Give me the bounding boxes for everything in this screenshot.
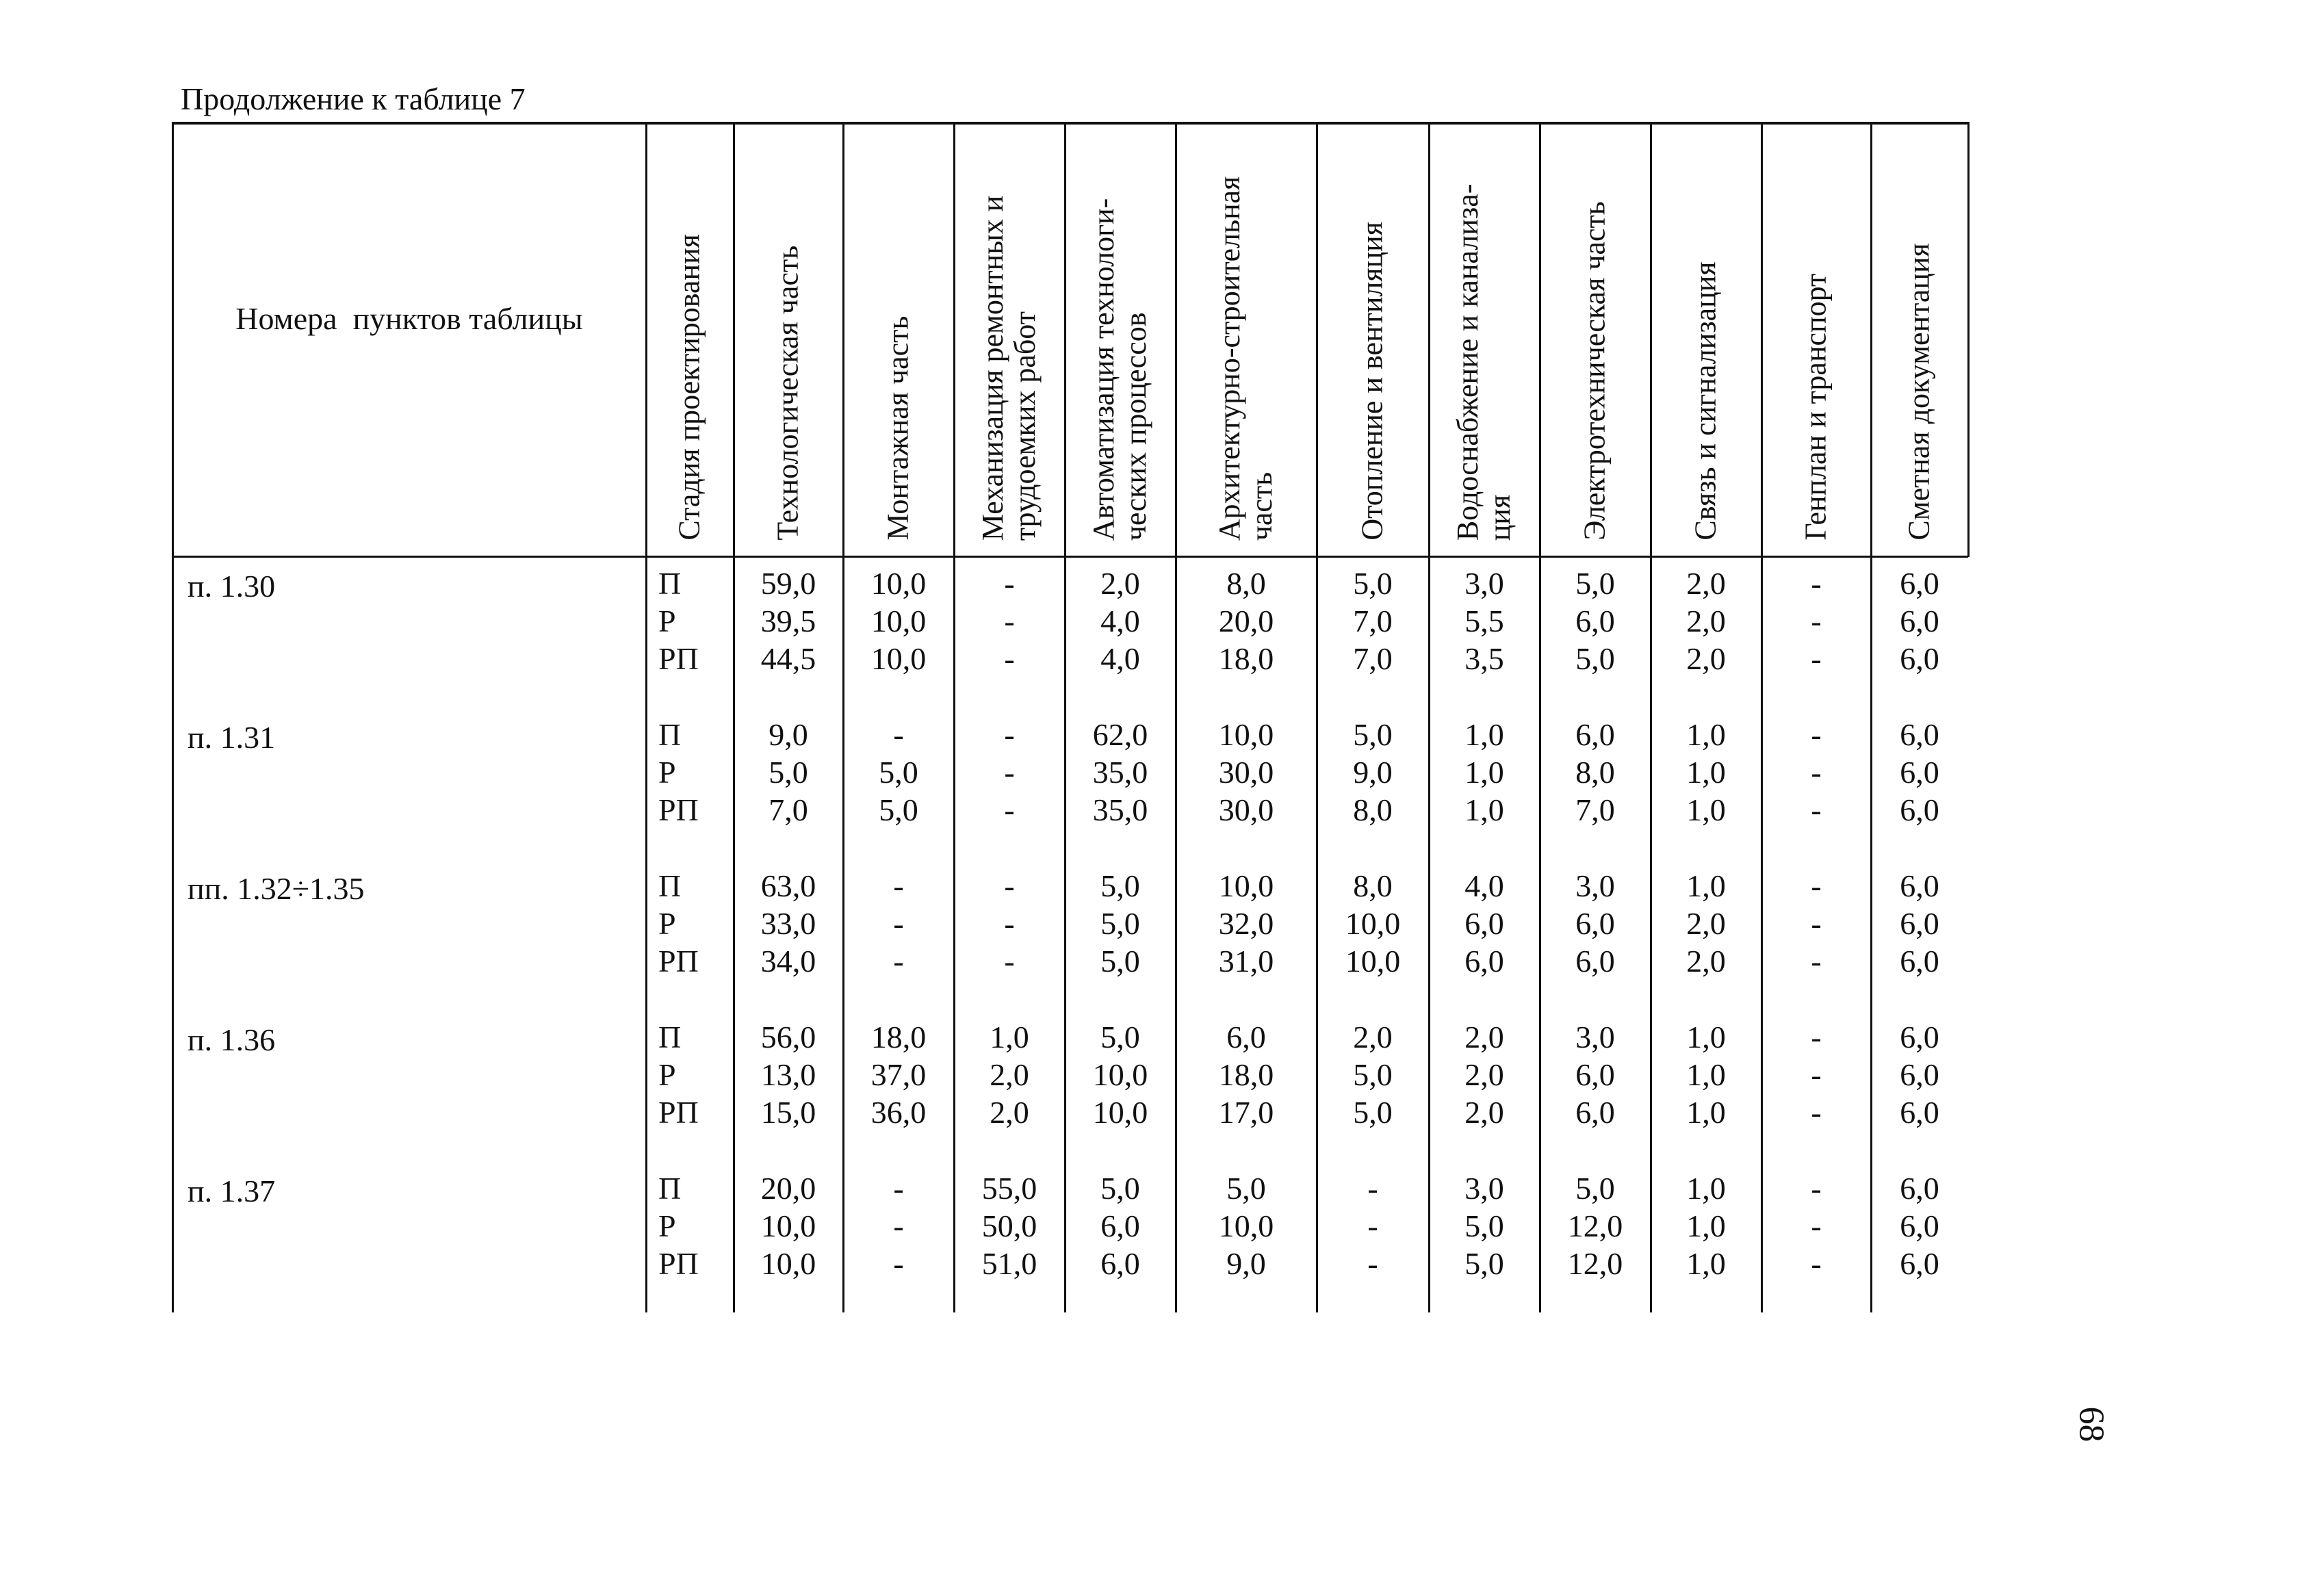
value-cell: 2,0 xyxy=(1100,566,1140,601)
value-cell: - xyxy=(1811,1095,1822,1130)
value-cell: - xyxy=(1004,717,1015,752)
value-cell: 6,0 xyxy=(1575,1057,1615,1092)
column-header-label: Архитектурно-строительная часть xyxy=(1212,176,1278,541)
value-cell: 1,0 xyxy=(1686,1171,1726,1206)
value-cell: 63,0 xyxy=(760,868,816,903)
value-cell: 6,0 xyxy=(1900,566,1939,601)
column-header-label: Отопление и вентиляция xyxy=(1355,222,1389,541)
value-cell: 6,0 xyxy=(1100,1246,1140,1281)
value-cell: 44,5 xyxy=(760,641,816,676)
value-cell: 2,0 xyxy=(1686,906,1726,941)
value-cell: 5,0 xyxy=(1575,641,1615,676)
value-cell: 12,0 xyxy=(1567,1208,1623,1243)
value-cell: - xyxy=(893,868,904,903)
column-divider xyxy=(172,122,174,1312)
value-cell: 10,0 xyxy=(1345,944,1401,979)
value-cell: 1,0 xyxy=(1686,755,1726,790)
value-cell: 8,0 xyxy=(1353,792,1393,827)
value-cell: 31,0 xyxy=(1218,944,1274,979)
column-header xyxy=(1871,122,1968,556)
value-cell: 37,0 xyxy=(870,1057,927,1092)
value-cell: - xyxy=(1811,1057,1822,1092)
value-cell: 33,0 xyxy=(760,906,816,941)
value-cell: 2,0 xyxy=(1464,1095,1504,1130)
header-row-numbers: Номера пунктов таблицы xyxy=(235,300,583,336)
value-cell: 1,0 xyxy=(1464,755,1504,790)
value-cell: 1,0 xyxy=(1686,1020,1726,1054)
value-cell: 7,0 xyxy=(1353,604,1393,638)
column-header xyxy=(1761,122,1871,556)
value-cell: 6,0 xyxy=(1226,1020,1266,1054)
value-cell: 6,0 xyxy=(1900,792,1939,827)
stage-cell: Р xyxy=(658,604,676,638)
column-header-label: Водоснабжение и канализа- ция xyxy=(1450,183,1516,541)
value-cell: - xyxy=(1811,1246,1822,1281)
value-cell: 6,0 xyxy=(1464,944,1504,979)
stage-cell: РП xyxy=(658,641,699,676)
value-cell: 1,0 xyxy=(1686,1208,1726,1243)
value-cell: - xyxy=(1004,755,1015,790)
stage-cell: П xyxy=(658,566,682,601)
row-group-label: п. 1.36 xyxy=(188,1022,276,1057)
value-cell: 10,0 xyxy=(1218,868,1274,903)
value-cell: 8,0 xyxy=(1575,755,1615,790)
value-cell: 6,0 xyxy=(1900,1246,1939,1281)
column-header xyxy=(1429,122,1540,556)
value-cell: 1,0 xyxy=(1464,717,1504,752)
value-cell: 2,0 xyxy=(990,1057,1029,1092)
value-cell: - xyxy=(1004,944,1015,979)
value-cell: 35,0 xyxy=(1092,792,1148,827)
row-group-label: п. 1.31 xyxy=(188,720,276,755)
column-header xyxy=(1540,122,1651,556)
value-cell: 8,0 xyxy=(1353,868,1393,903)
value-cell: - xyxy=(1811,906,1822,941)
value-cell: 10,0 xyxy=(1092,1057,1148,1092)
column-header-label: Механизация ремонтных и трудоемких работ xyxy=(975,195,1042,541)
value-cell: - xyxy=(1811,641,1822,676)
column-header xyxy=(1317,122,1429,556)
value-cell: - xyxy=(1811,944,1822,979)
value-cell: 5,0 xyxy=(1100,868,1140,903)
value-cell: 1,0 xyxy=(1686,792,1726,827)
value-cell: 6,0 xyxy=(1575,1095,1615,1130)
value-cell: 6,0 xyxy=(1900,604,1939,638)
table-caption: Продолжение к таблице 7 xyxy=(181,81,526,116)
value-cell: 18,0 xyxy=(1218,1057,1274,1092)
value-cell: 32,0 xyxy=(1218,906,1274,941)
value-cell: 6,0 xyxy=(1900,944,1939,979)
value-cell: 6,0 xyxy=(1900,641,1939,676)
value-cell: 5,5 xyxy=(1464,604,1504,638)
stage-cell: Р xyxy=(658,1208,676,1243)
page-number: 68 xyxy=(2071,1406,2111,1442)
column-header-label: Сметная документация xyxy=(1902,243,1936,541)
stage-cell: Р xyxy=(658,906,676,941)
value-cell: - xyxy=(893,1171,904,1206)
value-cell: 6,0 xyxy=(1575,604,1615,638)
value-cell: 6,0 xyxy=(1900,1095,1939,1130)
value-cell: 1,0 xyxy=(1464,792,1504,827)
value-cell: 6,0 xyxy=(1900,868,1939,903)
value-cell: 3,0 xyxy=(1464,1171,1504,1206)
value-cell: 5,0 xyxy=(769,755,808,790)
value-cell: 6,0 xyxy=(1575,906,1615,941)
value-cell: 4,0 xyxy=(1464,868,1504,903)
stage-cell: Р xyxy=(658,1057,676,1092)
data-table xyxy=(172,122,1968,1312)
value-cell: - xyxy=(1004,906,1015,941)
value-cell: 7,0 xyxy=(769,792,808,827)
value-cell: - xyxy=(893,1208,904,1243)
value-cell: 1,0 xyxy=(1686,1095,1726,1130)
value-cell: 5,0 xyxy=(1575,566,1615,601)
value-cell: 55,0 xyxy=(981,1171,1037,1206)
stage-cell: Р xyxy=(658,755,676,790)
value-cell: 6,0 xyxy=(1464,906,1504,941)
value-cell: 3,0 xyxy=(1464,566,1504,601)
stage-cell: П xyxy=(658,1020,682,1054)
value-cell: 10,0 xyxy=(1218,1208,1274,1243)
value-cell: - xyxy=(893,944,904,979)
value-cell: 5,0 xyxy=(1353,1095,1393,1130)
value-cell: 5,0 xyxy=(1464,1246,1504,1281)
value-cell: 62,0 xyxy=(1092,717,1148,752)
value-cell: 7,0 xyxy=(1575,792,1615,827)
value-cell: 6,0 xyxy=(1575,944,1615,979)
value-cell: 51,0 xyxy=(981,1246,1037,1281)
value-cell: 3,0 xyxy=(1575,1020,1615,1054)
value-cell: 10,0 xyxy=(1218,717,1274,752)
value-cell: 3,5 xyxy=(1464,641,1504,676)
value-cell: 9,0 xyxy=(1353,755,1393,790)
column-header xyxy=(954,122,1065,556)
column-header-label: Технологическая часть xyxy=(771,246,805,541)
value-cell: 5,0 xyxy=(1353,717,1393,752)
value-cell: 2,0 xyxy=(1686,604,1726,638)
value-cell: 50,0 xyxy=(981,1208,1037,1243)
value-cell: 6,0 xyxy=(1100,1208,1140,1243)
value-cell: - xyxy=(1811,1208,1822,1243)
value-cell: 5,0 xyxy=(1353,566,1393,601)
value-cell: - xyxy=(1004,566,1015,601)
value-cell: - xyxy=(893,906,904,941)
column-header xyxy=(1176,122,1317,556)
value-cell: 6,0 xyxy=(1575,717,1615,752)
value-cell: - xyxy=(893,1246,904,1281)
value-cell: 1,0 xyxy=(1686,717,1726,752)
value-cell: 39,5 xyxy=(760,604,816,638)
value-cell: 8,0 xyxy=(1226,566,1266,601)
row-group-label: п. 1.30 xyxy=(188,569,276,604)
value-cell: 6,0 xyxy=(1900,717,1939,752)
column-header-label: Связь и сигнализация xyxy=(1688,261,1722,541)
value-cell: 6,0 xyxy=(1900,1171,1939,1206)
value-cell: 5,0 xyxy=(1575,1171,1615,1206)
value-cell: 5,0 xyxy=(1100,1020,1140,1054)
value-cell: - xyxy=(1811,1020,1822,1054)
value-cell: 6,0 xyxy=(1900,906,1939,941)
value-cell: 4,0 xyxy=(1100,604,1140,638)
column-header xyxy=(1651,122,1761,556)
value-cell: 10,0 xyxy=(1345,906,1401,941)
value-cell: - xyxy=(1367,1246,1378,1281)
value-cell: 1,0 xyxy=(1686,1246,1726,1281)
stage-cell: РП xyxy=(658,1095,699,1130)
value-cell: - xyxy=(1004,641,1015,676)
value-cell: 9,0 xyxy=(769,717,808,752)
value-cell: - xyxy=(1367,1208,1378,1243)
value-cell: - xyxy=(1811,604,1822,638)
stage-cell: П xyxy=(658,1171,682,1206)
value-cell: 12,0 xyxy=(1567,1246,1623,1281)
column-header-label: Стадия проектирования xyxy=(672,234,706,541)
value-cell: 1,0 xyxy=(990,1020,1029,1054)
value-cell: 10,0 xyxy=(870,641,927,676)
value-cell: 5,0 xyxy=(879,755,918,790)
value-cell: 5,0 xyxy=(879,792,918,827)
column-header xyxy=(843,122,954,556)
value-cell: - xyxy=(1367,1171,1378,1206)
column-header-label: Электротехническая часть xyxy=(1577,201,1612,541)
column-header xyxy=(734,122,843,556)
value-cell: 6,0 xyxy=(1900,1020,1939,1054)
value-cell: 7,0 xyxy=(1353,641,1393,676)
value-cell: - xyxy=(1811,566,1822,601)
value-cell: 2,0 xyxy=(990,1095,1029,1130)
value-cell: 2,0 xyxy=(1464,1057,1504,1092)
value-cell: 2,0 xyxy=(1686,566,1726,601)
value-cell: 5,0 xyxy=(1226,1171,1266,1206)
value-cell: - xyxy=(893,717,904,752)
value-cell: 30,0 xyxy=(1218,755,1274,790)
header-bottom-border xyxy=(172,556,1968,558)
value-cell: 35,0 xyxy=(1092,755,1148,790)
value-cell: 17,0 xyxy=(1218,1095,1274,1130)
value-cell: 10,0 xyxy=(760,1208,816,1243)
value-cell: 30,0 xyxy=(1218,792,1274,827)
value-cell: 1,0 xyxy=(1686,868,1726,903)
value-cell: 10,0 xyxy=(760,1246,816,1281)
value-cell: 5,0 xyxy=(1100,944,1140,979)
stage-cell: РП xyxy=(658,944,699,979)
value-cell: 10,0 xyxy=(870,566,927,601)
value-cell: - xyxy=(1004,604,1015,638)
value-cell: 1,0 xyxy=(1686,1057,1726,1092)
value-cell: 2,0 xyxy=(1353,1020,1393,1054)
stage-cell: П xyxy=(658,717,682,752)
value-cell: - xyxy=(1811,717,1822,752)
value-cell: 3,0 xyxy=(1575,868,1615,903)
value-cell: 34,0 xyxy=(760,944,816,979)
value-cell: 5,0 xyxy=(1353,1057,1393,1092)
value-cell: 4,0 xyxy=(1100,641,1140,676)
column-header xyxy=(646,122,734,556)
value-cell: 10,0 xyxy=(870,604,927,638)
value-cell: 56,0 xyxy=(760,1020,816,1054)
value-cell: 5,0 xyxy=(1464,1208,1504,1243)
value-cell: - xyxy=(1004,792,1015,827)
row-group-label: п. 1.37 xyxy=(188,1174,276,1208)
value-cell: 20,0 xyxy=(760,1171,816,1206)
value-cell: 20,0 xyxy=(1218,604,1274,638)
value-cell: 2,0 xyxy=(1464,1020,1504,1054)
value-cell: - xyxy=(1811,1171,1822,1206)
value-cell: 15,0 xyxy=(760,1095,816,1130)
stage-cell: РП xyxy=(658,1246,699,1281)
value-cell: 10,0 xyxy=(1092,1095,1148,1130)
value-cell: 59,0 xyxy=(760,566,816,601)
value-cell: - xyxy=(1811,868,1822,903)
value-cell: 18,0 xyxy=(1218,641,1274,676)
value-cell: - xyxy=(1004,868,1015,903)
value-cell: 2,0 xyxy=(1686,641,1726,676)
value-cell: 6,0 xyxy=(1900,755,1939,790)
column-header-label: Монтажная часть xyxy=(881,315,915,541)
value-cell: 2,0 xyxy=(1686,944,1726,979)
row-group-label: пп. 1.32÷1.35 xyxy=(188,871,365,906)
value-cell: 13,0 xyxy=(760,1057,816,1092)
value-cell: - xyxy=(1811,792,1822,827)
value-cell: 9,0 xyxy=(1226,1246,1266,1281)
column-header-label: Генплан и транспорт xyxy=(1798,274,1833,541)
value-cell: 18,0 xyxy=(870,1020,927,1054)
value-cell: - xyxy=(1811,755,1822,790)
column-header-label: Автоматизация технологи- ческих процессов xyxy=(1086,198,1152,541)
value-cell: 5,0 xyxy=(1100,906,1140,941)
value-cell: 36,0 xyxy=(870,1095,927,1130)
value-cell: 6,0 xyxy=(1900,1208,1939,1243)
value-cell: 6,0 xyxy=(1900,1057,1939,1092)
stage-cell: П xyxy=(658,868,682,903)
stage-cell: РП xyxy=(658,792,699,827)
value-cell: 5,0 xyxy=(1100,1171,1140,1206)
column-header xyxy=(1065,122,1176,556)
